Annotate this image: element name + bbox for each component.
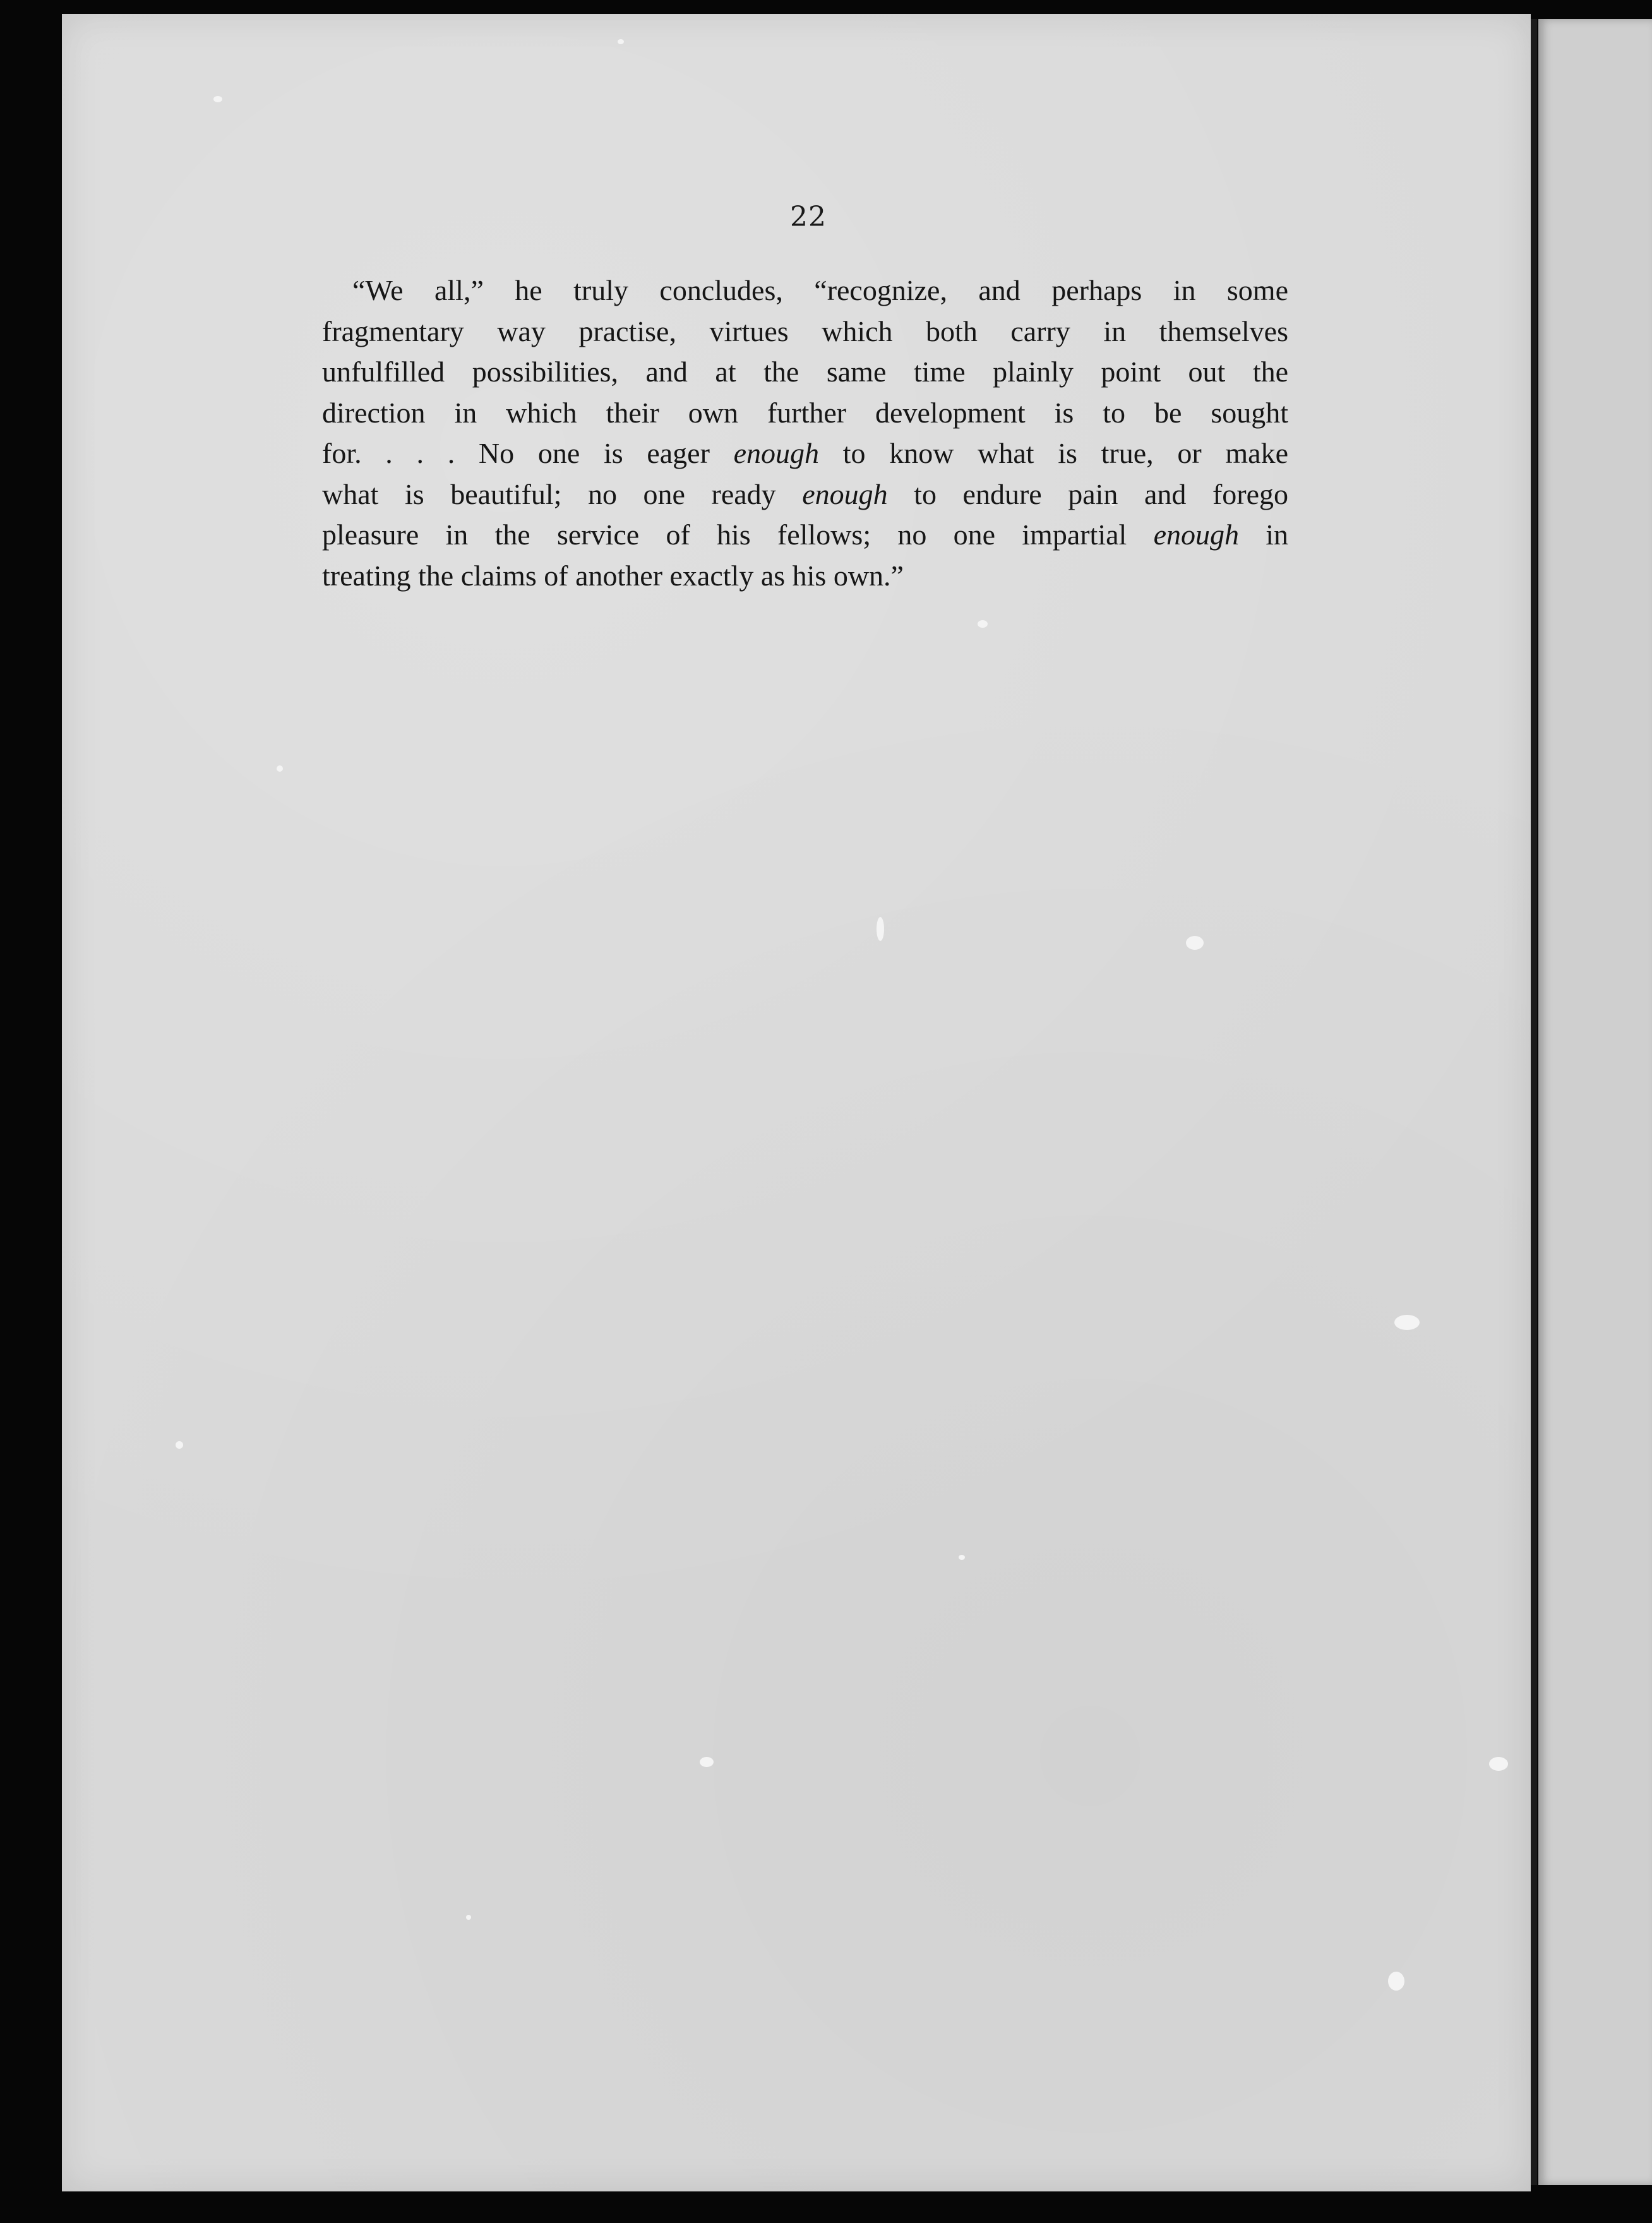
paper-speck bbox=[618, 39, 624, 44]
paper-speck bbox=[959, 1555, 965, 1560]
paper-speck bbox=[1388, 1972, 1404, 1991]
text-line: direction in which their own further development is to be sought bbox=[322, 396, 1288, 429]
paper-speck bbox=[877, 917, 884, 941]
text-line: treating the claims of another exactly as his own.” bbox=[322, 559, 904, 592]
text-line: fragmentary way practise, virtues which both carry in themselves bbox=[322, 315, 1288, 347]
paper-speck bbox=[700, 1757, 714, 1767]
paper-speck bbox=[277, 765, 283, 772]
text-line: “We all,” he truly concludes, “recognize, and perhaps in some bbox=[352, 274, 1288, 306]
paper-speck bbox=[978, 620, 988, 628]
text-line: what is beautiful; no one ready enough to endure pain and forego bbox=[322, 477, 1288, 510]
paper-speck bbox=[1186, 936, 1204, 950]
paper-speck bbox=[1394, 1315, 1420, 1330]
paper-speck bbox=[213, 96, 222, 102]
text-line: pleasure in the service of his fellows; no one impartial enough in bbox=[322, 518, 1289, 551]
quoted-paragraph bbox=[322, 270, 1288, 596]
emphasis-word: enough bbox=[802, 477, 888, 510]
paper-speck bbox=[466, 1915, 471, 1920]
text-line: for. . . . No one is eager enough to know what is true, or make bbox=[322, 437, 1288, 469]
emphasis-word: enough bbox=[1153, 518, 1239, 551]
adjacent-page-edge bbox=[1538, 19, 1652, 2185]
page-spine-edge bbox=[1531, 19, 1537, 2185]
paper-speck bbox=[1489, 1757, 1508, 1771]
paper-speck bbox=[176, 1441, 183, 1449]
text-line: unfulfilled possibilities, and at the same time plainly point out the bbox=[322, 356, 1288, 388]
page-number: 22 bbox=[790, 201, 827, 233]
emphasis-word: enough bbox=[733, 437, 820, 469]
